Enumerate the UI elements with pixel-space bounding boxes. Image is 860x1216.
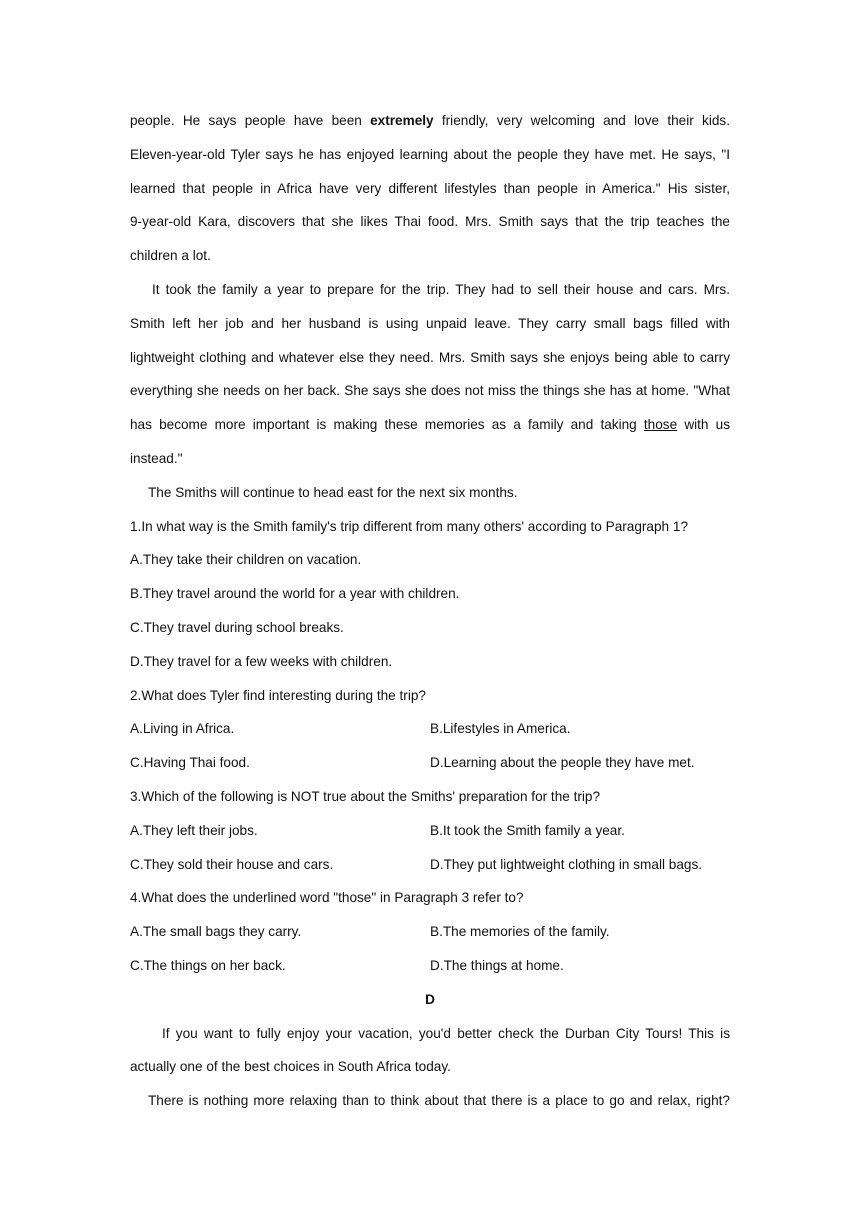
passage-line: Smith left her job and her husband is using unpaid leave. They carry small bags filled with [130, 315, 730, 331]
option: B.They travel around the world for a year with children. [130, 586, 460, 602]
option: D.They travel for a few weeks with children. [130, 653, 393, 669]
passage-line [130, 408, 730, 442]
option: C.The things on her back. [130, 957, 286, 973]
option: A.They left their jobs. [130, 822, 258, 838]
passage-line: 9-year-old Kara, discovers that she likes Thai food. Mrs. Smith says that the trip teaches the [130, 214, 730, 230]
passage-line: children a lot. [130, 248, 211, 264]
passage-line: actually one of the best choices in South Africa today. [130, 1059, 451, 1075]
text-run: friendly, very welcoming and love their kids. [441, 113, 730, 128]
passage-line: instead." [130, 450, 183, 466]
underlined-word: those [643, 417, 678, 433]
option: D.They put lightweight clothing in small bags. [430, 856, 703, 872]
option-row [130, 746, 730, 780]
passage-line: Eleven-year-old Tyler says he has enjoyed learning about the people they have met. He says, "I [130, 146, 730, 162]
option: B.It took the Smith family a year. [430, 822, 625, 838]
text-run: has become more important is making these memories as a family and taking [130, 417, 637, 433]
question-stem: 4.What does the underlined word "those" in Paragraph 3 refer to? [130, 890, 524, 906]
option: C.Having Thai food. [130, 755, 250, 771]
text-run: with us [684, 417, 730, 433]
document-page [130, 104, 730, 1118]
option: A.The small bags they carry. [130, 924, 302, 940]
option: A.Living in Africa. [130, 721, 235, 737]
passage-line: lightweight clothing and whatever else they need. Mrs. Smith says she enjoys being able to carry [130, 349, 730, 365]
option: D.The things at home. [430, 957, 564, 973]
passage-line: If you want to fully enjoy your vacation, you'd better check the Durban City Tours! This is [162, 1025, 730, 1041]
passage-line: It took the family a year to prepare for the trip. They had to sell their house and cars. Mrs. [152, 281, 730, 297]
option-row [130, 814, 730, 848]
option-row [130, 712, 730, 746]
passage-line [130, 104, 730, 138]
option-row [130, 949, 730, 983]
option: B.The memories of the family. [430, 924, 610, 940]
question-stem: 2.What does Tyler find interesting during the trip? [130, 687, 426, 703]
option: C.They sold their house and cars. [130, 856, 334, 872]
passage-line: everything she needs on her back. She says she does not miss the things she has at home. "What [130, 383, 730, 399]
question-stem: 1.In what way is the Smith family's trip different from many others' according to Paragraph 1? [130, 518, 689, 534]
passage-line: The Smiths will continue to head east for the next six months. [148, 484, 518, 500]
section-heading: D [425, 991, 435, 1007]
option: D.Learning about the people they have met. [430, 755, 695, 771]
passage-line: learned that people in Africa have very different lifestyles than people in America." His sister, [130, 180, 730, 196]
text-run: people. He says people have been [130, 113, 362, 128]
question-stem: 3.Which of the following is NOT true about the Smiths' preparation for the trip? [130, 788, 601, 804]
option: C.They travel during school breaks. [130, 619, 344, 635]
option: A.They take their children on vacation. [130, 552, 362, 568]
option-row [130, 915, 730, 949]
option: B.Lifestyles in America. [430, 721, 571, 737]
passage-line: There is nothing more relaxing than to think about that there is a place to go and relax, right? [148, 1093, 730, 1109]
bold-word: extremely [370, 113, 434, 128]
option-row [130, 848, 730, 882]
